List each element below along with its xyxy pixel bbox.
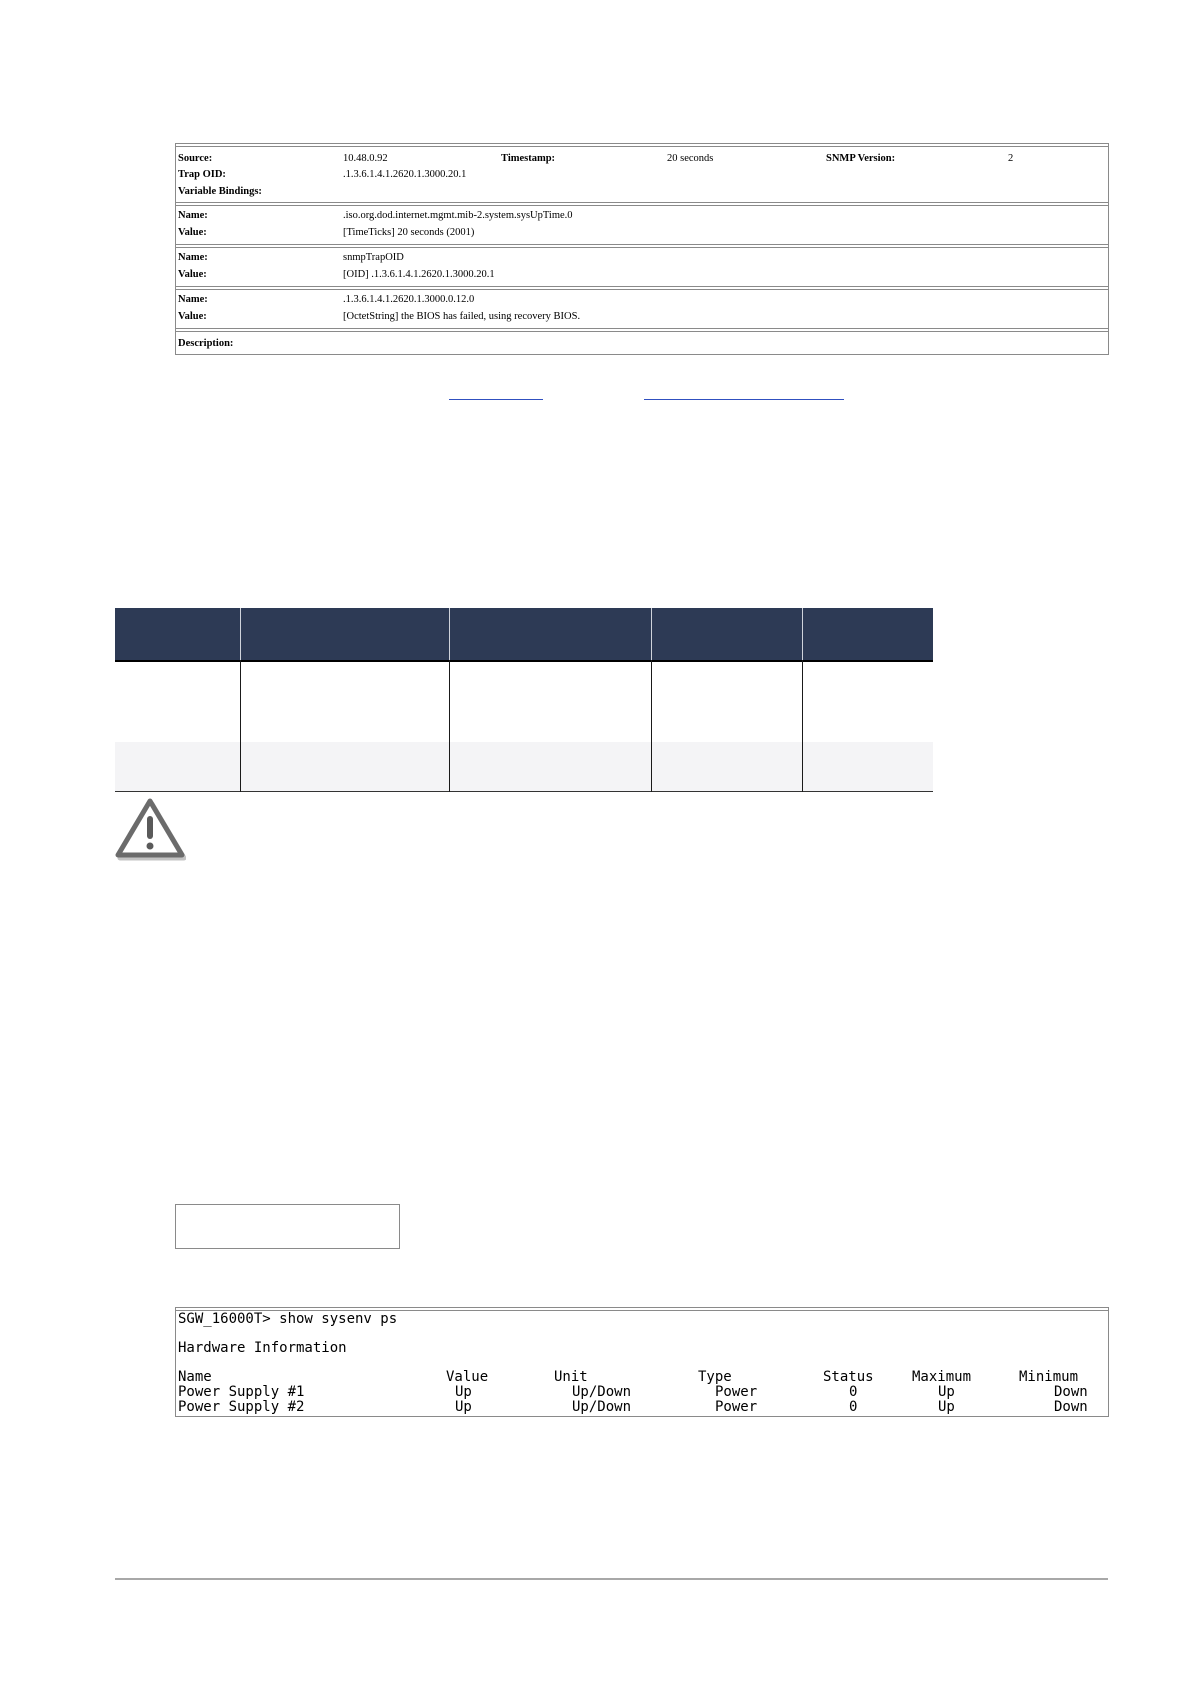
source-value: 10.48.0.92 xyxy=(343,153,388,164)
row-value: Up xyxy=(455,1399,472,1415)
empty-frame xyxy=(175,1204,400,1249)
variable-bindings-label: Variable Bindings: xyxy=(178,186,262,197)
column-header: Minimum xyxy=(1019,1369,1079,1385)
row-minimum: Down xyxy=(1054,1399,1088,1415)
binding-name: .iso.org.dod.internet.mgmt.mib-2.system.sysUpTime.0 xyxy=(343,210,573,221)
row-maximum: Up xyxy=(938,1399,955,1415)
row-type: Power xyxy=(715,1399,758,1415)
header-divider xyxy=(802,608,803,660)
binding-value: [OctetString] the BIOS has failed, using recovery BIOS. xyxy=(343,311,581,322)
row-status: 0 xyxy=(849,1384,858,1400)
binding-name-label: Name: xyxy=(178,252,208,263)
snmp-trap-box xyxy=(175,143,1109,355)
column-divider xyxy=(651,660,652,792)
column-header: Name xyxy=(178,1369,212,1385)
header-divider xyxy=(651,608,652,660)
description-row xyxy=(176,328,1108,356)
column-divider xyxy=(240,660,241,792)
column-header: Type xyxy=(698,1369,732,1385)
warning-icon xyxy=(114,797,186,861)
binding-name: .1.3.6.1.4.1.2620.1.3000.0.12.0 xyxy=(343,294,475,305)
binding-row xyxy=(176,286,1108,328)
trap-oid-label: Trap OID: xyxy=(178,169,226,180)
binding-name: snmpTrapOID xyxy=(343,252,404,263)
column-divider xyxy=(449,660,450,792)
footer-rule xyxy=(115,1578,1108,1580)
row-name: Power Supply #1 xyxy=(178,1384,305,1400)
snmp-version-label: SNMP Version: xyxy=(826,153,896,164)
description-label: Description: xyxy=(178,338,234,349)
link-underline[interactable] xyxy=(644,399,844,400)
timestamp-value: 20 seconds xyxy=(667,153,714,164)
section-title: Hardware Information xyxy=(178,1340,347,1356)
binding-value-label: Value: xyxy=(178,227,207,238)
binding-row xyxy=(176,202,1108,244)
table-header-row xyxy=(115,608,933,662)
column-divider xyxy=(802,660,803,792)
binding-row xyxy=(176,244,1108,286)
row-maximum: Up xyxy=(938,1384,955,1400)
timestamp-label: Timestamp: xyxy=(501,153,556,164)
row-type: Power xyxy=(715,1384,758,1400)
row-name: Power Supply #2 xyxy=(178,1399,305,1415)
row-unit: Up/Down xyxy=(572,1399,632,1415)
binding-value-label: Value: xyxy=(178,311,207,322)
table-row-alt xyxy=(115,742,933,792)
binding-value-label: Value: xyxy=(178,269,207,280)
command-line: SGW_16000T> show sysenv ps xyxy=(178,1311,398,1327)
row-value: Up xyxy=(455,1384,472,1400)
source-label: Source: xyxy=(178,153,213,164)
header-divider xyxy=(449,608,450,660)
header-divider xyxy=(240,608,241,660)
link-underline[interactable] xyxy=(449,399,543,400)
binding-name-label: Name: xyxy=(178,210,208,221)
row-minimum: Down xyxy=(1054,1384,1088,1400)
table-bottom-rule xyxy=(115,791,933,792)
binding-value: [TimeTicks] 20 seconds (2001) xyxy=(343,227,475,238)
trap-oid-value: .1.3.6.1.4.1.2620.1.3000.20.1 xyxy=(343,169,467,180)
row-status: 0 xyxy=(849,1399,858,1415)
row-unit: Up/Down xyxy=(572,1384,632,1400)
binding-name-label: Name: xyxy=(178,294,208,305)
column-header: Value xyxy=(446,1369,489,1385)
snmp-version-value: 2 xyxy=(1008,153,1014,164)
column-header: Maximum xyxy=(912,1369,972,1385)
console-output xyxy=(175,1307,1109,1417)
column-header: Status xyxy=(823,1369,874,1385)
binding-value: [OID] .1.3.6.1.4.1.2620.1.3000.20.1 xyxy=(343,269,495,280)
trap-header-section xyxy=(176,144,1108,201)
column-header: Unit xyxy=(554,1369,588,1385)
